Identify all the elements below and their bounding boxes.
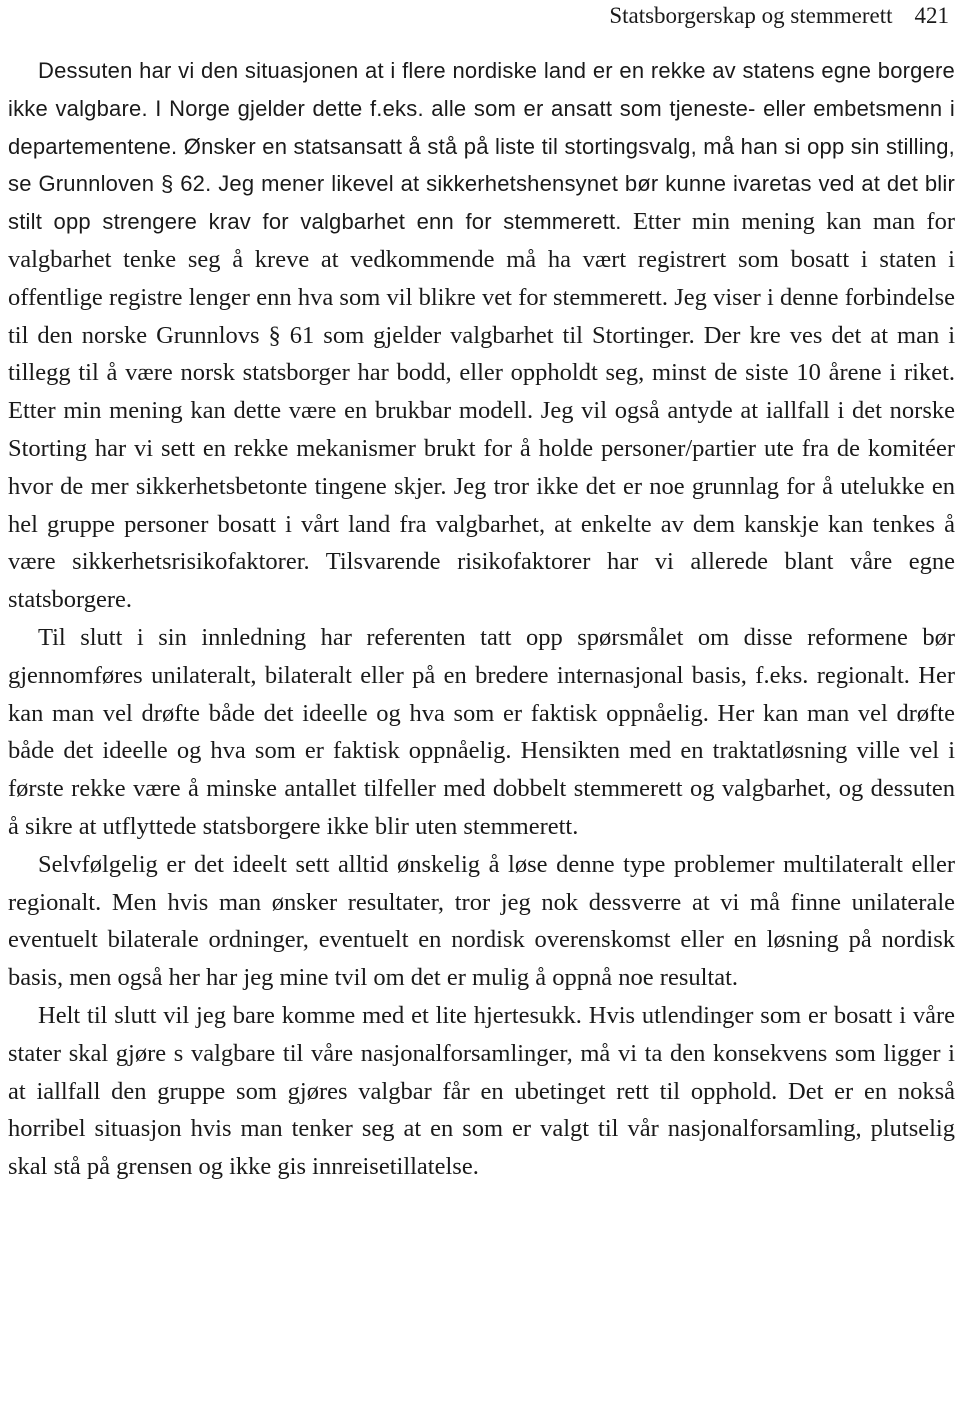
- paragraph-1-serif-part: Etter min mening kan man for valgbarhet tenke seg å kreve at vedkommende må ha vært registrert som bosatt i staten i offentlige registre lenger enn hva som vil blikre vet for stemmerett. Jeg viser i denne forbindelse til den norske Grunnlovs § 61 som gjelder valgbarhet til Stortinger. Der kre ves det at man i tillegg til å være norsk statsborger har bodd, eller oppholdt seg, minst de siste 10 årene i riket. Etter min mening kan dette være en brukbar modell. Jeg vil også antyde at iallfall i det norske Storting har vi sett en rekke mekanismer brukt for å holde personer/partier ute fra de komitéer hvor de mer sikkerhetsbetonte tingene skjer. Jeg tror ikke det er noe grunnlag for å utelukke en hel gruppe personer bosatt i vårt land fra valgbarhet, at enkelte av dem kanskje kan tenkes å være sikkerhetsrisikofaktorer. Tilsvarende risikofaktorer har vi allerede blant våre egne statsborgere.: [8, 208, 955, 614]
- running-header: [609, 2, 949, 30]
- paragraph-3: Selvfølgelig er det ideelt sett alltid ønskelig å løse denne type problemer multilateralt eller regionalt. Men hvis man ønsker resultater, tror jeg nok dessverre at vi må finne unilaterale eventuelt bilaterale ordninger, eventuelt en nordisk overenskomst eller en løsning på nordisk basis, men også her har jeg mine tvil om det er mulig å oppnå noe resultat.: [8, 850, 955, 992]
- body-text: [8, 52, 955, 1186]
- header-title: Statsborgerskap og stemmerett: [609, 3, 893, 28]
- page-number: 421: [914, 3, 949, 28]
- paragraph-1-sans-part: Dessuten har vi den situasjonen at i flere nordiske land er en rekke av statens egne borgere ikke valgbare. I Norge gjelder dette f.eks. alle som er ansatt som tjeneste- eller embetsmenn i departementene. Ønsker en statsansatt å stå på liste til stortingsvalg, må han si opp sin stilling, se Grunnloven § 62. Jeg mener likevel at sikkerhetshensynet bør kunne ivaretas ved at det blir stilt opp strengere krav for valgbarhet enn for stemmerett.: [8, 58, 955, 235]
- paragraph-2: Til slutt i sin innledning har referenten tatt opp spørsmålet om disse reformene bør gjennomføres unilateralt, bilateralt eller på en bredere internasjonal basis, f.eks. regionalt. Her kan man vel drøfte både det ideelle og hva som er faktisk oppnåelig. Her kan man vel drøfte både det ideelle og hva som er faktisk oppnåelig. Hensikten med en traktatløsning ville vel i første rekke være å minske antallet tilfeller med dobbelt stemmerett og valgbarhet, og dessuten å sikre at utflyttede statsborgere ikke blir uten stemmerett.: [8, 623, 955, 840]
- paragraph-4: Helt til slutt vil jeg bare komme med et lite hjertesukk. Hvis utlendinger som er bosatt i våre stater skal gjøre s valgbare til våre nasjonalforsamlinger, må vi ta den konsekvens som ligger i at iallfall den gruppe som gjøres valgbar får en ubetinget rett til opphold. Det er en nokså horribel situasjon hvis man tenker seg at en som er valgt til vår nasjonalforsamling, plutselig skal stå på grensen og ikke gis innreisetillatelse.: [8, 1001, 955, 1181]
- paragraph-1: [8, 52, 955, 619]
